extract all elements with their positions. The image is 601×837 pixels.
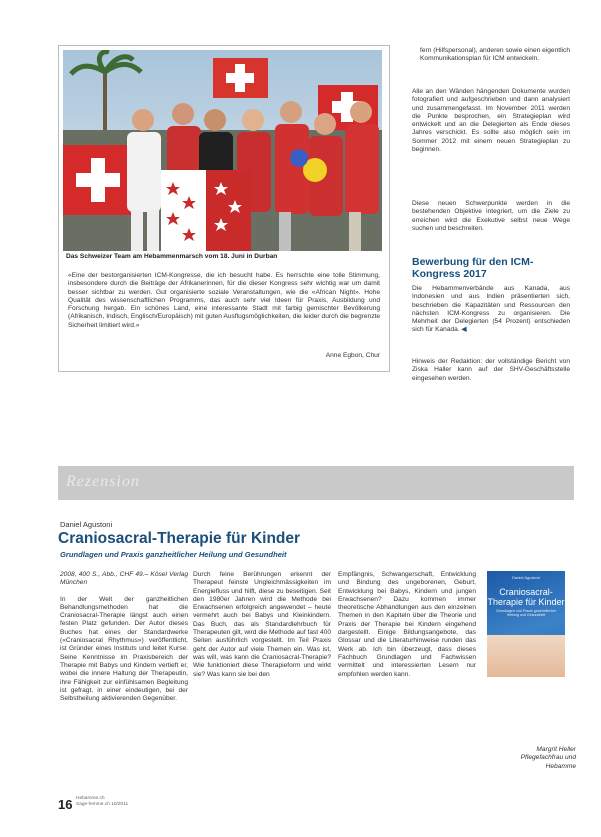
quote-author: Anne Egbon, Chur xyxy=(325,352,380,359)
end-mark-icon: ◀ xyxy=(461,326,467,334)
review-col1-text: In der Welt der ganzheitlichen Behandlungsmethoden hat die Craniosacral-Therapie längst auch einen festen Platz gefunden. Der Autor dieses Buches hat eines der Standardwerke («Craniosacral Rhythmus») veröffentlicht, ist Gründer eines Instituts und leitet Kurse. Seine Kenntnisse im Praxisbereich der Therapie mit Babys und Kindern vertieft er, wobei die innere Haltung der Therapeutin, ihre Fähigkeit zur einfühlsamen Begleitung ist gefragt, in einer eindeutigen, bei der Selbstheilung aktivierenden Gegenüber. xyxy=(60,595,188,703)
footer-line-2: Sage-femme.ch 10/2011 xyxy=(76,802,129,807)
team-photo xyxy=(63,50,382,251)
review-column-1 xyxy=(60,571,188,703)
right-para-3: Diese neuen Schwerpunkte werden in die bestehenden Objektive integriert, um die Ziele zu erreichen wird die Exekutive selbst neue Wege suchen und beschreiten. xyxy=(412,200,570,232)
review-column-3: Empfängnis, Schwangerschaft, Entwicklung und Bindung des ungeborenen, Geburt, Entwicklung bei Babys, Kindern und jungen Erwachsenen? Dazu kommen immer theoretische Abhandlungen aus den einzelnen Themen in den Kapiteln über die Theorie und Praxis der Therapie bei Kindern eingehend dargestellt. Einige Bildungsangebote, das Glossar und die Literaturhinweise runden das Werk ab. Ich bin überzeugt, dass dieses Fachbuch Grundlagen und Fachwissen vermittelt und interessierten Lesern nur empfohlen werden kann. xyxy=(338,571,476,678)
section-banner xyxy=(58,466,574,500)
book-cover-author: Daniel Agustoni xyxy=(512,575,540,580)
section-heading: Bewerbung für den ICM-Kongress 2017 xyxy=(412,256,534,280)
book-title: Craniosacral-Therapie für Kinder xyxy=(58,530,301,547)
footer-line-1: Hebamme.ch xyxy=(76,796,105,801)
book-cover xyxy=(487,571,565,677)
right-para-1: fern (Hilfspersonal), anderen sowie einen eigentlich Kommunikationsplan für ICM entwickeln. xyxy=(420,47,570,63)
book-cover-subtitle: Grundlagen und Praxis ganzheitlicher Heilung und Gesundheit xyxy=(496,609,556,618)
right-para-2: Alle an den Wänden hängenden Dokumente wurden fotografiert und aufgeschrieben und dann analysiert und zusammengefasst. Im November 2011 werden die Punkte besprochen, ein Strategieplan wird entwickelt und an die Delegierten als Ende dieses Jahres verschickt. Es sollte also möglich sein im Sommer 2012 mit einem neuen Strategieplan zu beginnen. xyxy=(412,88,570,154)
book-subtitle: Grundlagen und Praxis ganzheitlicher Heilung und Gesundheit xyxy=(60,550,287,559)
reviewer-role: Pflegefachfrau und Hebamme xyxy=(520,754,576,770)
book-cover-title: Craniosacral-Therapie für Kinder xyxy=(487,587,565,607)
right-para-4 xyxy=(412,285,570,335)
book-author: Daniel Agustoni xyxy=(60,520,113,529)
banner-label: Rezension xyxy=(66,473,140,490)
book-cover-photo xyxy=(487,635,565,677)
photo-caption: Das Schweizer Team am Hebammenmarsch vom 18. Juni in Durban xyxy=(66,253,278,260)
event-quote: «Eine der bestorganisierten ICM-Kongresse, die ich besucht habe. Es herrschte eine tolle Stimmung, insbesondere durch die Beiträge der Afrikanerinnen, für die dieser Kongress sehr wichtig war um damit besser sichtbar zu werden. Gut organisierte soziale Veranstaltungen, wie die «African Night». Hohe Qualität des wissenschaftlichen Programms, das auch sehr viel Ideen für Praxis, Ausbildung und Forschung hergab. Ein schönes Land, eine interessante Stadt mit farbig gemischter Bevölkerung (Afrikanisch, Indisch, Englisch/Europäisch) mit guten Ausflugsmöglichkeiten, die leider durch die begrenzte Sicherheit limitiert wird.» xyxy=(68,272,380,329)
reviewer-name: Margrit Heller xyxy=(536,746,576,753)
book-meta: 2008, 400 S., Abb., CHF 49.– Kösel Verlag München xyxy=(60,571,188,587)
footer-publication xyxy=(76,796,128,808)
page-number: 16 xyxy=(58,797,73,812)
right-para-4-text: Die Hebammenverbände aus Kanada, aus Indonesien und aus Indien präsentierten sich, beschrieben die Kapazitäten und Ressourcen den nächsten ICM-Kongress zu organisieren. Die Mehrheit der Delegierten (54 Prozent) entschieden sich für Kanada. xyxy=(412,285,570,334)
team-photo-illustration xyxy=(63,50,382,251)
review-column-2: Durch feine Berührungen erkennt der Therapeut feinste Ungleichmässigkeiten im Energiefluss und hilft, diese zu beseitigen. Seit den 1980er Jahren wird die Methode bei Erwachsenen erfolgreich angewendet – heute vermehrt auch bei Babys und Kleinkindern. Das Buch, das als Standardlehrbuch für Therapeuten gilt, wird die Methode auf fast 400 Seiten ausführlich vorgestellt. Im Teil Praxis geht der Autor auf viele Themen ein. Was ist, was will, was kann die Craniosacral-Therapie? Wie funktioniert diese Therapieform und wirkt sie? Was kann sie bei den xyxy=(193,571,331,678)
reviewer xyxy=(490,746,576,771)
editor-note: Hinweis der Redaktion: der vollständige Bericht von Ziska Haller kann auf der SHV-Geschäftsstelle eingesehen werden. xyxy=(412,358,570,382)
